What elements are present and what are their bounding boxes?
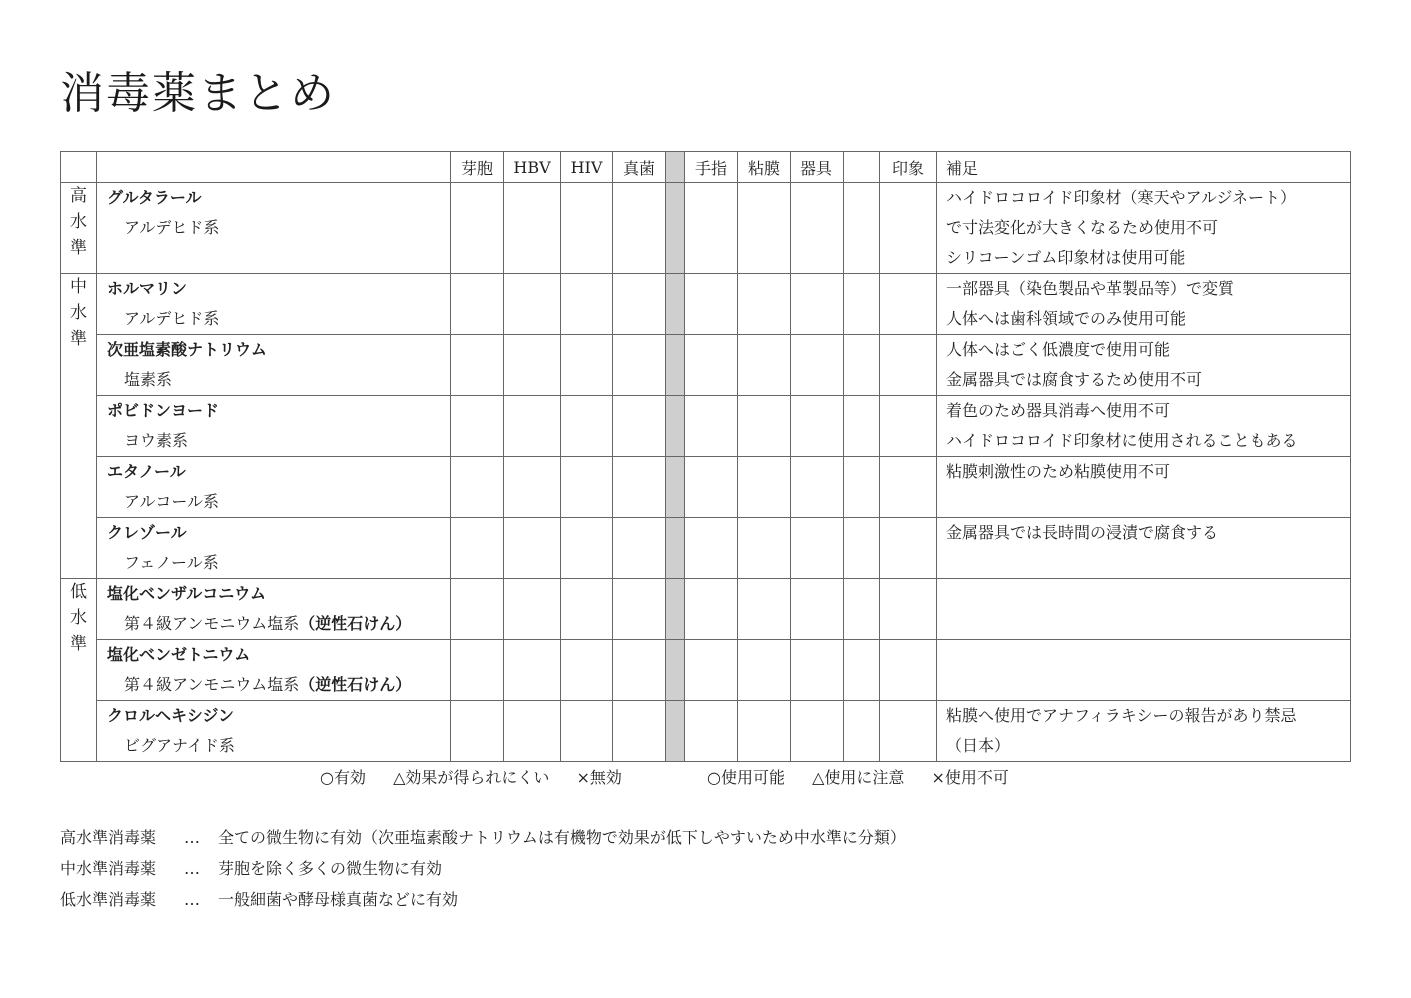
- header-instruments: 器具: [791, 152, 844, 183]
- cell-impression: [880, 579, 937, 640]
- agent-cell: [97, 640, 451, 701]
- level-summary: [60, 822, 906, 915]
- agent-class: [97, 365, 450, 395]
- level-label-char: 高: [70, 186, 87, 206]
- cell-mucosa: [738, 335, 791, 396]
- cell-instruments: [791, 640, 844, 701]
- note-line: 金属器具では腐食するため使用不可: [946, 370, 1203, 389]
- level-cell-low: [61, 579, 97, 762]
- level-label-char: 準: [70, 634, 87, 654]
- agent-name: クレゾール: [107, 523, 187, 542]
- agent-class-note: （逆性石けん）: [299, 675, 412, 694]
- header-impression: 印象: [880, 152, 937, 183]
- cell-fungi: [613, 701, 666, 762]
- cell-separator: [666, 640, 685, 701]
- agent-class: [97, 213, 450, 243]
- note-line: 人体へは歯科領域でのみ使用可能: [946, 309, 1187, 328]
- summary-dots: …: [184, 828, 200, 847]
- cell-fungi: [613, 518, 666, 579]
- agent-class: [97, 670, 450, 700]
- notes-cell: [937, 335, 1351, 396]
- cell-instruments: [791, 274, 844, 335]
- legend-ineffective: ×無効: [576, 768, 622, 787]
- level-cell-high: [61, 183, 97, 274]
- cell-separator: [666, 579, 685, 640]
- header-notes: 補足: [937, 152, 1351, 183]
- header-fingers: 手指: [685, 152, 738, 183]
- agent-class: [97, 304, 450, 334]
- cell-impression: [880, 274, 937, 335]
- table-row: [61, 579, 1351, 640]
- agent-cell: [97, 579, 451, 640]
- cell-instruments: [791, 183, 844, 274]
- agent-name: グルタラール: [107, 188, 202, 207]
- note-line: 粘膜刺激性のため粘膜使用不可: [946, 462, 1171, 481]
- table-row: [61, 335, 1351, 396]
- cell-mucosa: [738, 640, 791, 701]
- cell-hiv: [561, 335, 613, 396]
- table-row: [61, 274, 1351, 335]
- cell-fungi: [613, 579, 666, 640]
- note-line: シリコーンゴム印象材は使用可能: [946, 248, 1186, 267]
- note-line: ハイドロコロイド印象材（寒天やアルジネート）: [946, 188, 1297, 207]
- cell-separator: [666, 701, 685, 762]
- cell-impression: [880, 518, 937, 579]
- agent-name: エタノール: [107, 462, 186, 481]
- legend-caution: △使用に注意: [812, 768, 905, 787]
- notes-cell: [937, 579, 1351, 640]
- summary-row-mid: [60, 853, 906, 884]
- agent-name: クロルヘキシジン: [107, 706, 235, 725]
- notes-cell: [937, 396, 1351, 457]
- cell-spare: [844, 396, 880, 457]
- table-row: [61, 518, 1351, 579]
- cell-fingers: [685, 274, 738, 335]
- header-fungi: 真菌: [613, 152, 666, 183]
- cell-separator: [666, 335, 685, 396]
- cell-hiv: [561, 274, 613, 335]
- agent-class: [97, 426, 450, 456]
- summary-row-high: [60, 822, 906, 853]
- agent-cell: [97, 396, 451, 457]
- cell-fingers: [685, 640, 738, 701]
- notes-cell: [937, 457, 1351, 518]
- cell-mucosa: [738, 274, 791, 335]
- agent-cell: [97, 274, 451, 335]
- agent-class: [97, 548, 450, 578]
- table-row: [61, 183, 1351, 274]
- cell-instruments: [791, 457, 844, 518]
- cell-spore: [451, 457, 504, 518]
- legend-effectiveness: [320, 764, 644, 792]
- cell-impression: [880, 183, 937, 274]
- cell-fungi: [613, 457, 666, 518]
- agent-class-text: ヨウ素系: [124, 431, 189, 450]
- cell-spare: [844, 457, 880, 518]
- cell-spare: [844, 183, 880, 274]
- level-label-char: 中: [70, 277, 87, 297]
- table-header-row: [61, 152, 1351, 183]
- cell-separator: [666, 396, 685, 457]
- header-hbv: HBV: [504, 152, 561, 183]
- cell-impression: [880, 640, 937, 701]
- table-row: [61, 396, 1351, 457]
- cell-spore: [451, 701, 504, 762]
- cell-hiv: [561, 518, 613, 579]
- summary-dots: …: [184, 859, 200, 878]
- cell-impression: [880, 335, 937, 396]
- cell-fungi: [613, 396, 666, 457]
- notes-cell: [937, 183, 1351, 274]
- cell-spore: [451, 335, 504, 396]
- cell-hbv: [504, 396, 561, 457]
- notes-cell: [937, 701, 1351, 762]
- cell-hiv: [561, 579, 613, 640]
- agent-name: ポビドンヨード: [107, 401, 220, 420]
- cell-fingers: [685, 579, 738, 640]
- note-line: 粘膜へ使用でアナフィラキシーの報告があり禁忌: [946, 706, 1297, 725]
- cell-hbv: [504, 457, 561, 518]
- cell-fungi: [613, 183, 666, 274]
- level-label-char: 準: [70, 238, 87, 258]
- cell-spare: [844, 640, 880, 701]
- cell-separator: [666, 183, 685, 274]
- agent-class-text: フェノール系: [124, 553, 219, 572]
- cell-mucosa: [738, 579, 791, 640]
- notes-cell: [937, 640, 1351, 701]
- note-line: 着色のため器具消毒へ使用不可: [946, 401, 1171, 420]
- note-line: 人体へはごく低濃度で使用可能: [946, 340, 1171, 359]
- header-separator: [666, 152, 685, 183]
- header-mucosa: 粘膜: [738, 152, 791, 183]
- notes-cell: [937, 274, 1351, 335]
- summary-term: 高水準消毒薬: [60, 828, 157, 847]
- table-row: [61, 457, 1351, 518]
- agent-class-note: （逆性石けん）: [299, 614, 412, 633]
- disinfectant-table: [60, 151, 1351, 762]
- agent-name: 次亜塩素酸ナトリウム: [107, 340, 267, 359]
- cell-hbv: [504, 701, 561, 762]
- cell-instruments: [791, 579, 844, 640]
- level-label-char: 準: [70, 329, 87, 349]
- level-label-char: 水: [70, 303, 87, 323]
- cell-separator: [666, 274, 685, 335]
- legend-usability: [707, 764, 1031, 792]
- note-line: 一部器具（染色製品や革製品等）で変質: [946, 279, 1235, 298]
- level-label-char: 低: [70, 582, 87, 602]
- cell-spore: [451, 183, 504, 274]
- agent-name: 塩化ベンゼトニウム: [107, 645, 251, 664]
- note-line: で寸法変化が大きくなるため使用不可: [946, 218, 1219, 237]
- cell-mucosa: [738, 183, 791, 274]
- cell-fingers: [685, 335, 738, 396]
- cell-hiv: [561, 183, 613, 274]
- cell-fingers: [685, 701, 738, 762]
- cell-impression: [880, 457, 937, 518]
- cell-hiv: [561, 640, 613, 701]
- cell-hbv: [504, 274, 561, 335]
- summary-dots: …: [184, 890, 200, 909]
- cell-spore: [451, 396, 504, 457]
- cell-spore: [451, 274, 504, 335]
- legend-effective: ○有効: [320, 768, 366, 787]
- cell-hbv: [504, 518, 561, 579]
- cell-fungi: [613, 335, 666, 396]
- agent-class-text: アルコール系: [124, 492, 220, 511]
- agent-cell: [97, 183, 451, 274]
- cell-fingers: [685, 518, 738, 579]
- cell-instruments: [791, 701, 844, 762]
- cell-mucosa: [738, 396, 791, 457]
- cell-hbv: [504, 335, 561, 396]
- legend-usable: ○使用可能: [707, 768, 785, 787]
- cell-impression: [880, 396, 937, 457]
- header-spore: 芽胞: [451, 152, 504, 183]
- cell-hiv: [561, 701, 613, 762]
- summary-row-low: [60, 884, 906, 915]
- header-name-blank: [97, 152, 451, 183]
- cell-mucosa: [738, 701, 791, 762]
- header-hiv: HIV: [561, 152, 613, 183]
- cell-instruments: [791, 396, 844, 457]
- note-line: ハイドロコロイド印象材に使用されることもある: [946, 431, 1298, 450]
- header-level-blank: [61, 152, 97, 183]
- cell-spore: [451, 640, 504, 701]
- note-line: 金属器具では長時間の浸漬で腐食する: [946, 523, 1219, 542]
- cell-hbv: [504, 183, 561, 274]
- agent-cell: [97, 335, 451, 396]
- summary-term: 低水準消毒薬: [60, 890, 157, 909]
- summary-desc: 一般細菌や酵母様真菌などに有効: [218, 890, 459, 909]
- cell-spare: [844, 335, 880, 396]
- notes-cell: [937, 518, 1351, 579]
- cell-fingers: [685, 183, 738, 274]
- cell-hiv: [561, 396, 613, 457]
- cell-spore: [451, 518, 504, 579]
- cell-fingers: [685, 396, 738, 457]
- header-spare: [844, 152, 880, 183]
- cell-spare: [844, 701, 880, 762]
- agent-class-text: アルデヒド系: [124, 309, 220, 328]
- legend-less-effective: △効果が得られにくい: [393, 768, 550, 787]
- summary-term: 中水準消毒薬: [60, 859, 157, 878]
- cell-mucosa: [738, 457, 791, 518]
- cell-hbv: [504, 579, 561, 640]
- table-row: [61, 640, 1351, 701]
- cell-fingers: [685, 457, 738, 518]
- summary-desc: 全ての微生物に有効（次亜塩素酸ナトリウムは有機物で効果が低下しやすいため中水準に分類）: [218, 828, 906, 847]
- note-line: （日本）: [946, 736, 1011, 755]
- cell-fungi: [613, 640, 666, 701]
- agent-cell: [97, 701, 451, 762]
- agent-class: [97, 487, 450, 517]
- agent-class-text: 第４級アンモニウム塩系: [124, 614, 300, 633]
- legend-unusable: ×使用不可: [931, 768, 1009, 787]
- cell-fungi: [613, 274, 666, 335]
- summary-desc: 芽胞を除く多くの微生物に有効: [218, 859, 443, 878]
- level-label-char: 水: [70, 212, 87, 232]
- agent-class: [97, 609, 450, 639]
- agent-name: ホルマリン: [107, 279, 188, 298]
- cell-instruments: [791, 518, 844, 579]
- agent-cell: [97, 457, 451, 518]
- cell-impression: [880, 701, 937, 762]
- agent-name: 塩化ベンザルコニウム: [107, 584, 267, 603]
- agent-class: [97, 731, 450, 761]
- cell-instruments: [791, 335, 844, 396]
- level-cell-mid: [61, 274, 97, 579]
- agent-class-text: 第４級アンモニウム塩系: [124, 675, 300, 694]
- agent-cell: [97, 518, 451, 579]
- agent-class-text: アルデヒド系: [124, 218, 220, 237]
- table-row: [61, 701, 1351, 762]
- level-label-char: 水: [70, 608, 87, 628]
- cell-hiv: [561, 457, 613, 518]
- cell-hbv: [504, 640, 561, 701]
- cell-spare: [844, 274, 880, 335]
- cell-spare: [844, 518, 880, 579]
- cell-mucosa: [738, 518, 791, 579]
- cell-separator: [666, 518, 685, 579]
- cell-spare: [844, 579, 880, 640]
- agent-class-text: ビグアナイド系: [124, 736, 235, 755]
- page-title: 消毒薬まとめ: [60, 68, 336, 119]
- cell-separator: [666, 457, 685, 518]
- cell-spore: [451, 579, 504, 640]
- agent-class-text: 塩素系: [124, 370, 173, 389]
